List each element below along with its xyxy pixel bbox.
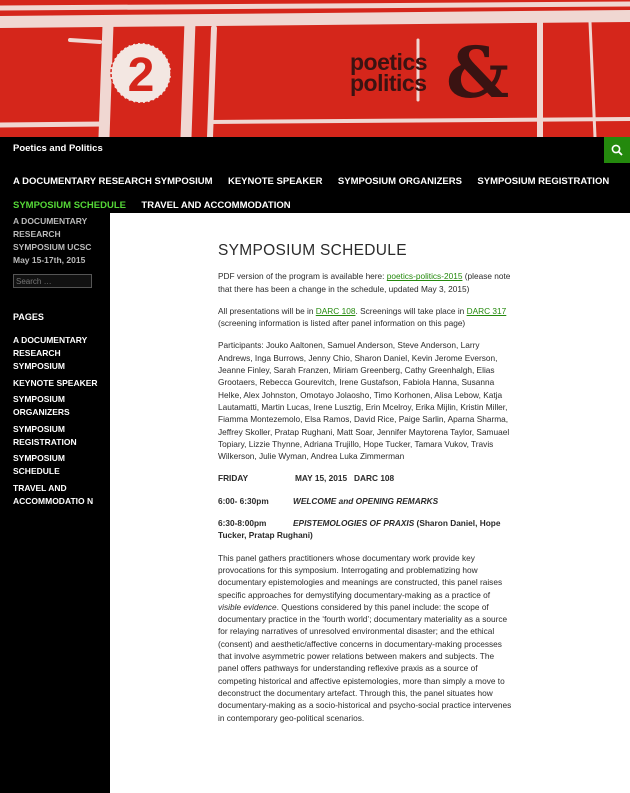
nav-item-documentary-research[interactable]: A DOCUMENTARY RESEARCH SYMPOSIUM	[13, 176, 213, 187]
panel-text-a: This panel gathers practitioners whose documentary work provide key provocations for this symposium. Interrogating and problematizing how documentary epistemologies and meanings are constructed, this panel raises specific approaches for demystifying documentary-making as a practice of	[218, 552, 503, 600]
schedule-date-room: MAY 15, 2015 DARC 108	[295, 473, 395, 484]
location-suffix: (screening information is listed after panel information on this page)	[218, 318, 466, 329]
site-title[interactable]: Poetics and Politics	[13, 143, 103, 154]
nav-item-symposium-schedule[interactable]: SYMPOSIUM SCHEDULE	[13, 200, 126, 211]
sidebar-page-keynote-speaker[interactable]: KEYNOTE SPEAKER	[13, 377, 98, 388]
schedule-day-header	[218, 472, 512, 484]
logo-line-1: poetics	[350, 49, 428, 75]
panel-text-b: . Questions considered by this panel include: the scope of documentary practice in the ‘fourth world’; documentary materiality as a source for relaying narratives of unresolved environmental disaster; and the ethical (consent) and aesthetic/affective concerns in documentary-making processes that involve asymmetric power relations between makers and subjects. The panel offers pathways for understanding reflexive praxis as a source of competing historical and affective epistemologies, more than simply a move to deconstruct the documentary artefact. Through this, the panel situates how documentary-making as a socio-historical and psycho-social practice intervenes in contemporary geo-political scenarios.	[218, 601, 512, 723]
slot-presenters: (Sharon Daniel, Hope Tucker, Pratap Rughani)	[218, 518, 501, 541]
panel-description	[218, 552, 512, 724]
pdf-paragraph	[218, 270, 512, 295]
sidebar-page-symposium-organizers[interactable]: SYMPOSIUM ORGANIZERS	[13, 394, 70, 417]
sidebar-page-symposium-registration[interactable]: SYMPOSIUM REGISTRATION	[13, 423, 77, 447]
banner-artwork	[0, 0, 630, 137]
pages-widget-title: PAGES	[13, 312, 44, 322]
schedule-slot-welcome	[218, 495, 512, 507]
nav-item-travel-accommodation[interactable]: TRAVEL AND ACCOMMODATION	[141, 200, 291, 211]
sidebar-search-input[interactable]	[13, 274, 92, 288]
site-logo	[350, 49, 428, 96]
participants-paragraph: Participants: Jouko Aaltonen, Samuel Anderson, Steve Anderson, Larry Andrews, Inga Burrows, Jenny Chio, Sharon Daniel, Kevin Jerome Everson, Jeanne Finley, Sarah Franzen, Miriam Greenberg, Cathy Greenhalgh, Elias Grootaers, Rebecca Gourevitch, Irene Gustafson, Fabiola Hanna, Susanna Helke, Alex Johnston, Omotayo Jolaosho, Timo Korhonen, Alisa Lebow, Katja Lautamatti, Martin Lucas, Irene Lusztig, Erin Mcelroy, Erika Mijlin, Kristin Miller, Fiamma Montezemolo, Elsa Ramos, David Rice, Paige Sarlin, Aparna Sharma, Jeffrey Skoller, Pratap Rughani, Matt Soar, Jennifer Maytorena Taylor, Samuael Topiary, Lizzie Thynne, Adriana Trujillo, Hope Tucker, Tamara Vukov, Travis Wilkerson, Julie Wyman, Andrea Luka Zimmerman	[218, 340, 510, 462]
darc-108-link[interactable]: DARC 108	[315, 305, 356, 316]
sidebar-page-documentary-research[interactable]: A DOCUMENTARY RESEARCH SYMPOSIUM	[13, 335, 88, 371]
logo-ampersand: &	[446, 31, 510, 114]
sidebar-page-symposium-schedule[interactable]: SYMPOSIUM SCHEDULE	[13, 453, 65, 476]
issue-number: 2	[127, 49, 155, 102]
slot-title: WELCOME and OPENING REMARKS	[293, 495, 439, 506]
search-icon	[611, 144, 623, 156]
sidebar-page-travel-accommodation[interactable]: TRAVEL AND ACCOMMODATIO N	[13, 482, 94, 506]
site-description	[13, 215, 103, 267]
location-prefix: All presentations will be in	[218, 305, 316, 316]
logo-line-2: politics	[350, 70, 427, 96]
schedule-slot-epistemologies	[218, 517, 512, 542]
slot-time: 6:00- 6:30pm	[218, 495, 269, 506]
page-title: SYMPOSIUM SCHEDULE	[218, 242, 407, 259]
main-content	[110, 213, 630, 793]
nav-item-keynote-speaker[interactable]: KEYNOTE SPEAKER	[227, 176, 323, 187]
pdf-suffix: (please note that there has been a change in the schedule, updated May 3, 2015)	[218, 271, 511, 294]
panel-emphasis: visible evidence	[218, 601, 277, 612]
location-paragraph	[218, 305, 512, 330]
search-toggle-button[interactable]	[604, 137, 630, 163]
site-description-text: A DOCUMENTARY RESEARCH SYMPOSIUM UCSC	[13, 216, 92, 252]
nav-item-symposium-organizers[interactable]: SYMPOSIUM ORGANIZERS	[337, 176, 462, 187]
header-banner	[0, 0, 630, 137]
slot-time: 6:30-8:00pm	[218, 518, 267, 529]
pdf-prefix: PDF version of the program is available here:	[218, 271, 387, 282]
page-layout	[0, 213, 630, 763]
sidebar	[0, 213, 110, 793]
site-dates: May 15-17th, 2015	[13, 255, 86, 265]
pdf-program-link[interactable]: poetics-politics-2015	[386, 271, 463, 282]
schedule-article	[218, 242, 512, 734]
darc-317-link[interactable]: DARC 317	[466, 305, 507, 316]
primary-navigation	[0, 163, 630, 213]
location-mid: . Screenings will take place in	[355, 305, 467, 316]
nav-item-symposium-registration[interactable]: SYMPOSIUM REGISTRATION	[477, 176, 610, 187]
top-bar	[0, 137, 630, 163]
pages-list	[13, 334, 99, 511]
slot-title: EPISTEMOLOGIES OF PRAXIS	[293, 518, 415, 529]
schedule-day: FRIDAY	[218, 473, 249, 484]
